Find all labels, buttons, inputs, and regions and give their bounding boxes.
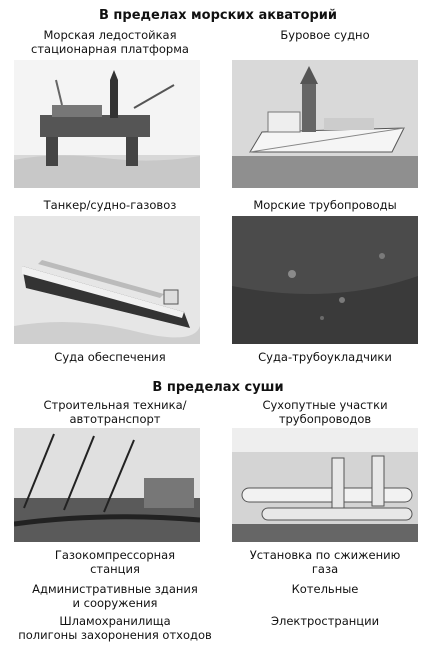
- construction-photo: [14, 428, 200, 542]
- drill-ship-photo: [232, 60, 418, 188]
- caption-lng-plant: Установка по сжижению газа: [249, 548, 401, 576]
- caption-sludge-storage: Шламохранилища полигоны захоронения отходов: [18, 614, 212, 642]
- caption-marine-pipelines: Морские трубопроводы: [253, 198, 397, 212]
- marine-pipelines-photo: [232, 216, 418, 344]
- land-section-title: В пределах суши: [152, 380, 284, 395]
- tanker-photo: [14, 216, 200, 344]
- caption-gas-compressor: Газокомпрессорная станция: [54, 548, 176, 576]
- caption-drill-ship: Буровое судно: [280, 28, 370, 42]
- platform-photo: [14, 60, 200, 188]
- caption-platform: Морская ледостойкая стационарная платформа: [31, 28, 189, 56]
- caption-construction-vehicles: Строительная техника/ автотранспорт: [43, 398, 187, 426]
- caption-pipelayers: Суда-трубоукладчики: [258, 350, 392, 364]
- caption-supply-vessels: Суда обеспечения: [54, 350, 166, 364]
- sea-section-title: В пределах морских акваторий: [98, 8, 338, 23]
- caption-power-plants: Электространции: [270, 614, 380, 628]
- caption-admin-buildings: Административные здания и сооружения: [32, 582, 198, 610]
- caption-boiler-houses: Котельные: [291, 582, 359, 596]
- land-pipelines-photo: [232, 428, 418, 542]
- caption-land-pipelines: Сухопутные участки трубопроводов: [262, 398, 388, 426]
- caption-tanker: Танкер/судно-газовоз: [43, 198, 177, 212]
